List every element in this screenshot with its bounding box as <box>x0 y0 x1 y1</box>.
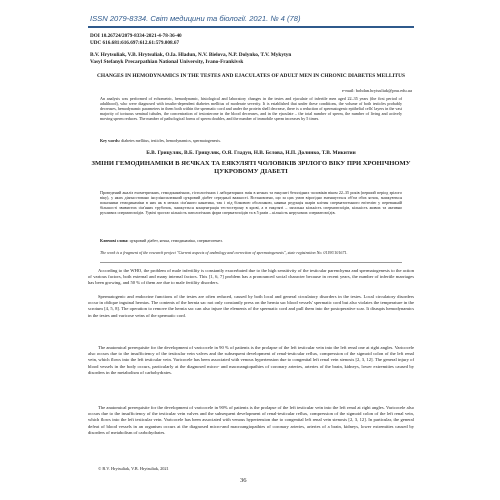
funding-footnote: The work is a fragment of the research project "Current aspects of andrology and correction of spermatogenesis", state registration No. 0119U101671. <box>100 250 348 255</box>
doi: DOI 10.26724/2079-8334-2021-4-78-36-40 <box>90 33 182 39</box>
abstract-en: An analysis was performed of echometric, hemodynamic, histological and laboratory changes in the testes and ejaculate of infertile men aged 22–35 years (the first period of adulthood), who were diagnosed with insulin-dependent diabetes mellitus of moderate severity. It is established that under these conditions, the volume of both testicles probably decreases, hemodynamic parameters in them both within the spermatic cord and under the protein shell decrease, there is a reduction of spermatogenic epithelial cells' layers in the vast majority of tortuous seminal tubules, the concentration of testosterone in the blood decreases, and in the ejaculate – the total number of sperm, the number of living and actively moving sperm reduces. The number of pathological forms of sperm doubles, and the number of immobile sperm increases by 5 times. <box>100 96 402 122</box>
body-paragraph-2: Spermatogenic and endocrine functions of the testes are often reduced, caused by both local and general circulatory disorders in the testes. Local circulatory disorders occur in oblique inguinal hernias. The contents of the hernia sac not only constantly press on the hernia sac blood vessels' spermatic cord but also violates the temperature in the scrotum [4, 5, 8]. The operation to remove the hernia sac can also injure the elements of the spermatic cord and pull them into the postoperative scar. It disrupts hemodynamics in the testes and varicose veins of the spermatic cord. <box>88 294 414 318</box>
footnote-rule <box>100 262 402 263</box>
body-paragraph-3: The anatomical prerequisite for the development of varicocele in 90 % of patients is the prolapse of the left testicular vein into the left renal one at right angles. Varicocele also occurs due to the insufficiency of the testicular vein valves and the subsequent development of renal-testicular reflux, compression of the sigmoid colon of the left renal vein, which flows into the left testicular vein. Varicocele has been associated with venous hypertension due to congenital left renal vein stenosis [2, 3, 12]. The general injury of blood vessels in the body occurs, particularly at the diagnosed micro- and macroangiopathies of coronary arteries, arteries of the brain, kidneys, lower extremities caused by disorders in the metabolism of carbohydrates. <box>88 345 414 375</box>
article-title-ua: ЗМІНИ ГЕМОДИНАМІКИ В ЯЄЧКАХ ТА ЕЯКУЛЯТІ ЧОЛОВІКІВ ЗРІЛОГО ВІКУ ПРИ ХРОНІЧНОМУ ЦУКРОВОМУ ДІАБЕТІ <box>91 160 411 175</box>
keywords-en <box>100 138 402 143</box>
author-email: e-mail: bohdan.hrytsuliak@pnu.edu.ua <box>341 88 412 93</box>
keywords-en-text: diabetes mellitus, testicles, hemodynamics, spermatogenesis. <box>121 138 221 143</box>
udc: UDC 616.681:616.697:612.61:579.008.67 <box>90 40 180 46</box>
body-paragraph-1: According to the WHO, the problem of male infertility is constantly exacerbated due to the high sensitivity of the testicular parenchyma and spermatogenesis to the action of various factors, both external and many internal factors. This [1, 6, 7] problem has a pronounced social character because in recent years, the number of infertile marriages has been growing, and 50 % of them are due to male fertility disorders. <box>88 268 414 286</box>
keywords-ua-text: цукровий діабет, яєчка, гемодинаміка, сперматогенез. <box>129 238 223 243</box>
affiliation: Vasyl Stefanyk Precarpathian National University, Ivano-Frankivsk <box>90 59 244 65</box>
article-title-en: CHANGES IN HEMODYNAMICS IN THE TESTES AND EJACULATES OF ADULT MEN IN CHRONIC DIABETES MELLITUS <box>96 73 406 79</box>
keywords-ua <box>100 238 402 243</box>
copyright: © B.V. Hrytsuliak, V.B. Hrytsuliak, 2021 <box>98 466 169 471</box>
page-number: 36 <box>240 477 247 484</box>
keywords-en-label: Key words: <box>100 138 121 143</box>
header-rule <box>88 26 414 28</box>
authors-ua: Б.В. Грицуляк, В.Б. Грицуляк, О.Я. Гладун, Н.В. Бєлова, Н.П. Долинко, Т.В. Микитин <box>146 150 356 156</box>
authors-en: B.V. Hrytsuliak, V.B. Hrytsuliak, O.Ia. Hladun, N.V. Bielova, N.P. Dolynko, T.V. Mykytyn <box>90 52 292 58</box>
journal-header: ISSN 2079-8334. Світ медицини та біології. 2021. № 4 (78) <box>90 14 301 23</box>
abstract-ua: Проведений аналіз ехометричних, гемодинамічних, гістологічних і лабораторних змін в яєчках та еякуляті безплідних чоловіків віком 22–35 років (перший період зрілого віку), у яких діагностовано інсулінозалежний цукровий діабет середньої важкості. Встановлено, що за цих умов вірогідно зменшується об'єм обох яєчок, знижуються показники гемодинаміки в них як в межах сім'яного канатика, так і під білковою оболонкою, наявна редукція шарів клітин сперматогенного епітелію у переважній більшості звивистих сім'яних трубочок, знижується концентрація тестостерону в крові, а в еякуляті – загальна кількість сперматозоїдів, кількість живих та активно рухливих сперматозоїдів. Удвічі зростає кількість патологічних форм сперматозоїдів та в 5 разів – кількість нерухомих сперматозоїдів. <box>100 190 402 216</box>
body-paragraph-4: The anatomical prerequisite for the development of varicocele in 90% of patients is the prolapse of the left testicular vein into the left renal at right angles. Varicocele also occurs due to the insufficiency of the testicular vein valves and the subsequent development of renal-testicular reflux, compression of the sigmoid colon of the left renal vein, which flows into the left testicular vein. Varicocele has been associated with venous hypertension due to congenital left renal vein stenosis [2, 3, 12]. In particular, the general defeat of blood vessels in an organism occurs at the diagnosed micro-and macroangiopathies of coronary arteries, arteries of a brain, kidneys, lower extremities caused by disorders of metabolism of carbohydrates. <box>88 405 414 435</box>
keywords-ua-label: Ключові слова: <box>100 238 129 243</box>
